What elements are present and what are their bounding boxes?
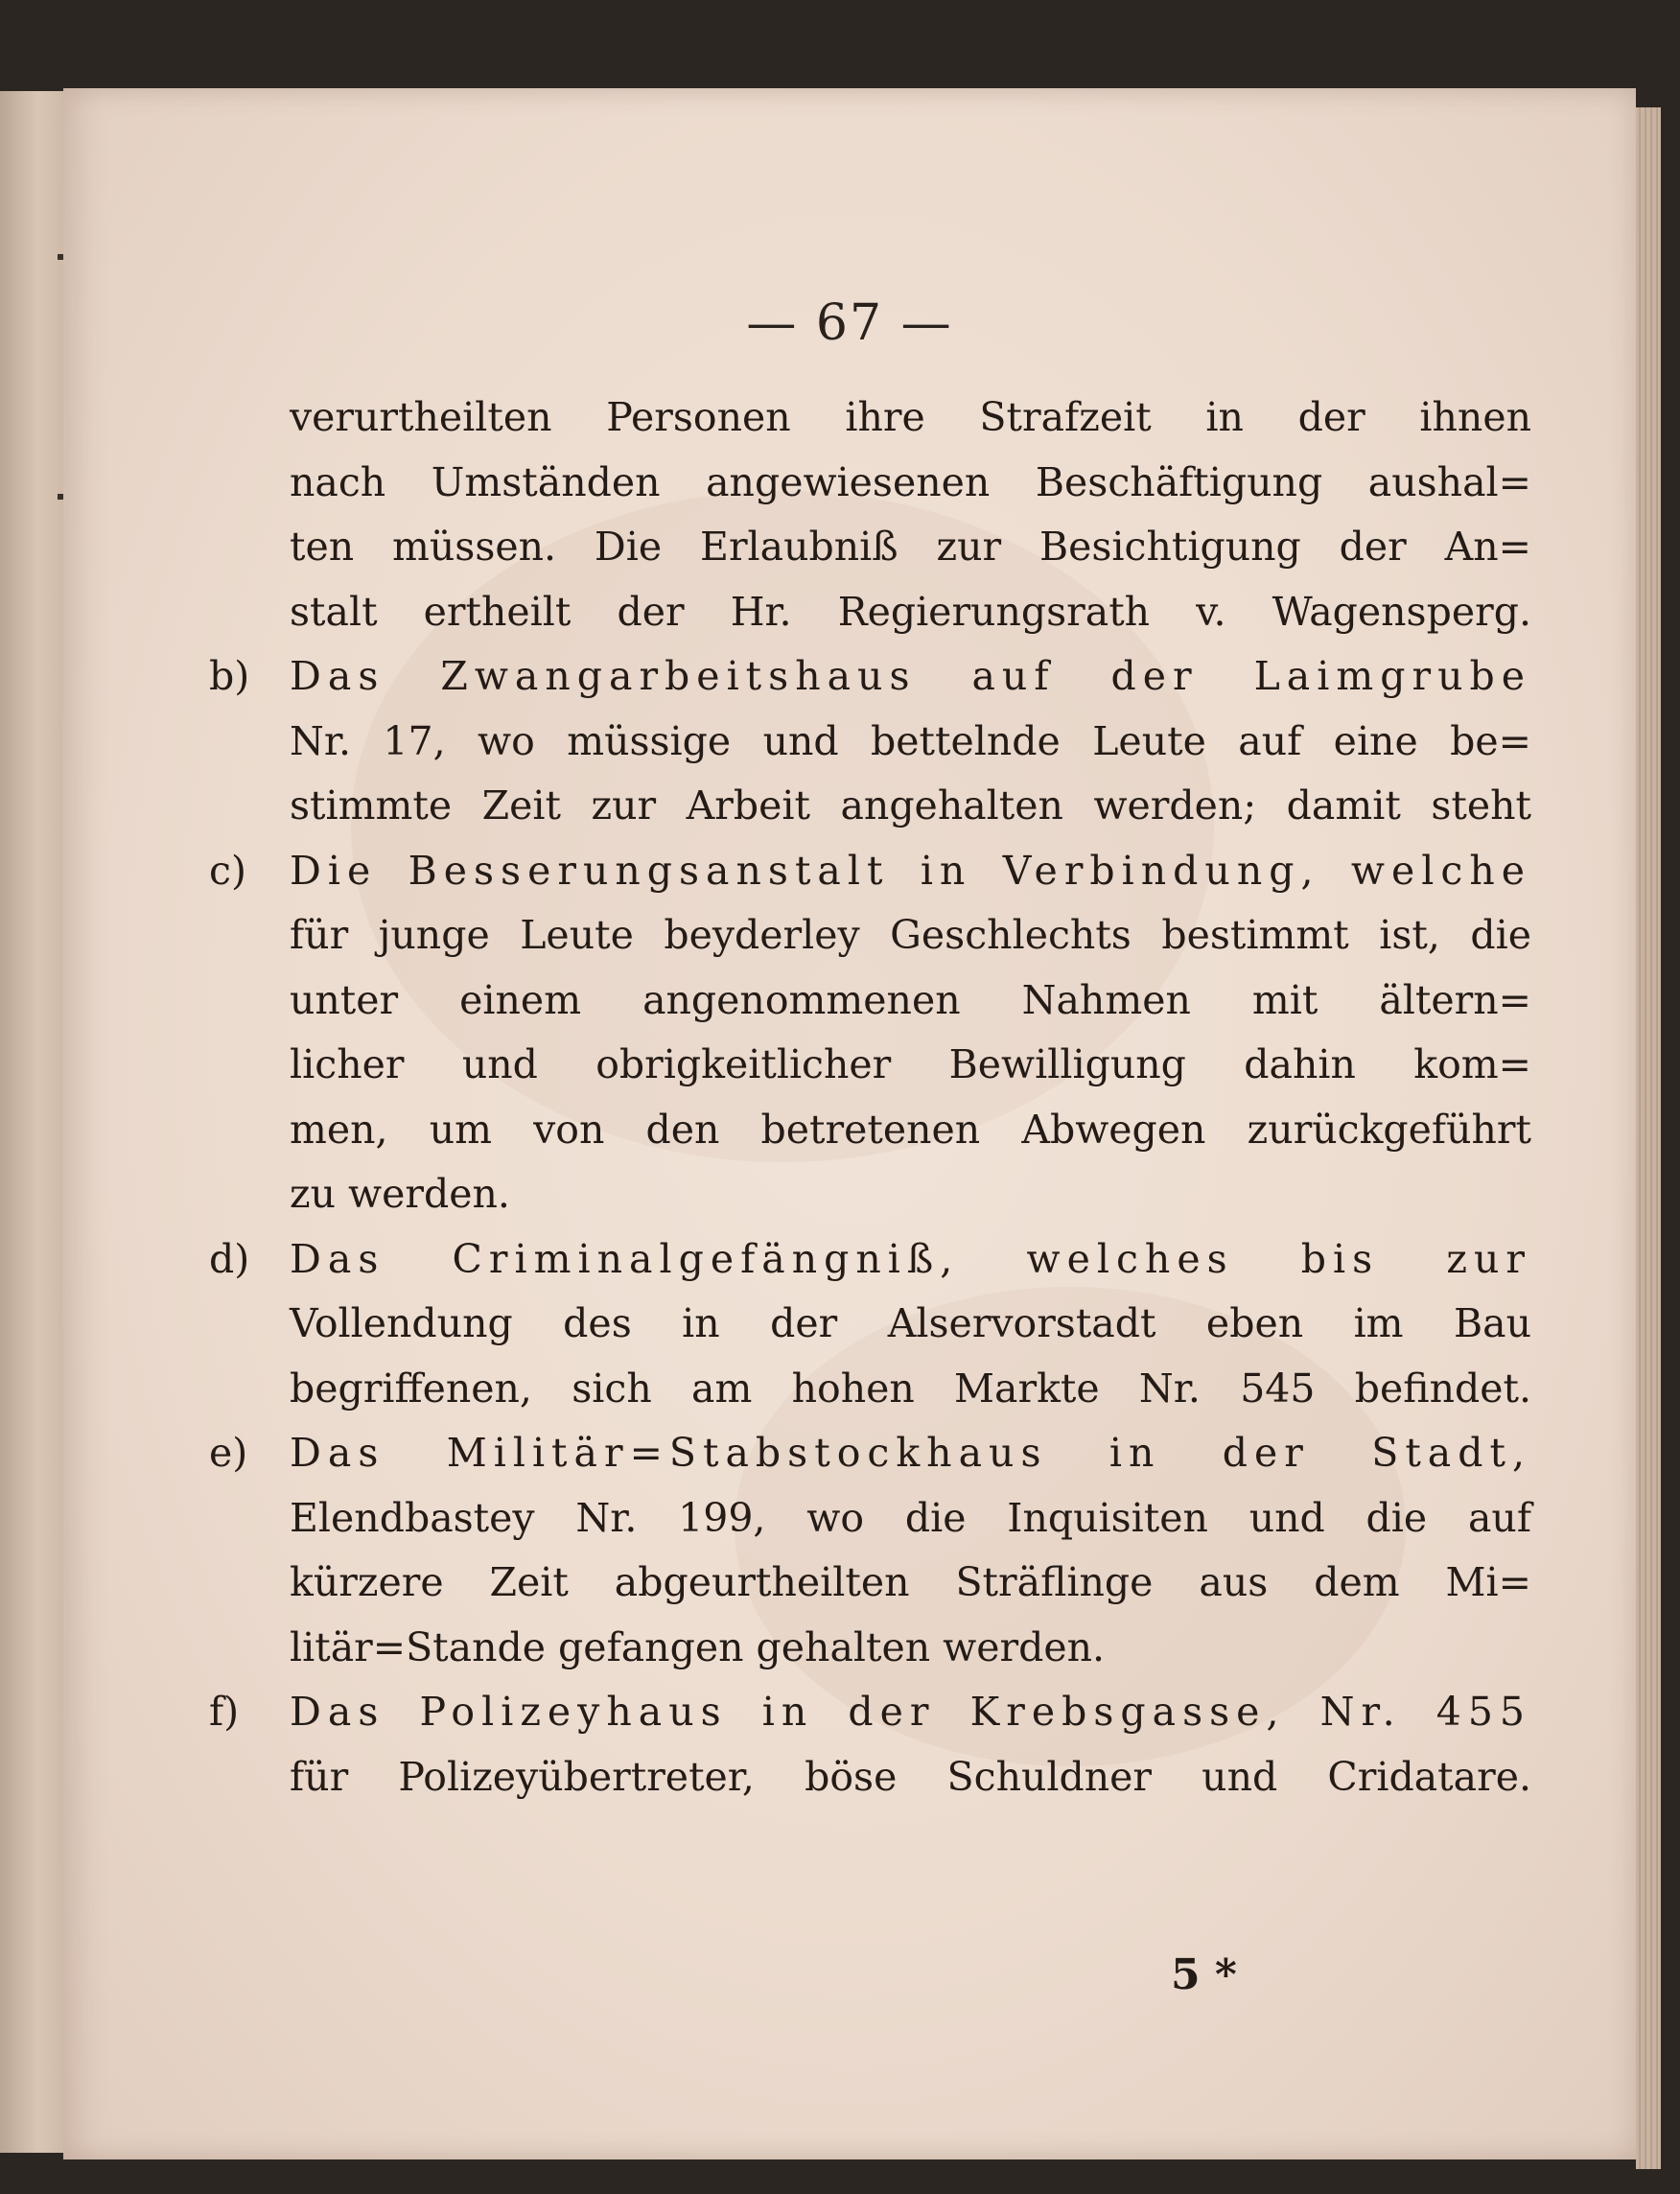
text-line: für junge Leute beyderley Geschlechts bestimmt ist, die bbox=[290, 912, 1531, 958]
item-e-first-line bbox=[209, 1421, 1531, 1486]
text-line: licher und obrigkeitlicher Bewilligung dahin kom= bbox=[290, 1041, 1531, 1087]
text-line: stimmte Zeit zur Arbeit angehalten werden; damit steht bbox=[290, 782, 1531, 829]
text-line: Das Criminalgefängniß, welches bis zur bbox=[290, 1235, 1531, 1282]
page-body bbox=[209, 385, 1531, 1809]
item-d-first-line bbox=[209, 1227, 1531, 1293]
text-line: ten müssen. Die Erlaubniß zur Besichtigung der An= bbox=[290, 524, 1531, 570]
signature-mark: 5 * bbox=[1171, 1950, 1237, 1999]
item-f-first-line bbox=[209, 1680, 1531, 1745]
text-line: für Polizeyübertreter, böse Schuldner und Cridatare. bbox=[290, 1753, 1531, 1800]
text-line: begriffenen, sich am hohen Markte Nr. 545 befindet. bbox=[290, 1365, 1531, 1412]
text-line: Das Polizeyhaus in der Krebsgasse, Nr. 455 bbox=[290, 1689, 1531, 1735]
item-label: c) bbox=[209, 847, 246, 894]
text-line: Nr. 17, wo müssige und bettelnde Leute auf eine be= bbox=[290, 717, 1531, 764]
page-number: — 67 — bbox=[746, 294, 953, 352]
text-line: stalt ertheilt der Hr. Regierungsrath v. Wagensperg. bbox=[290, 588, 1531, 635]
text-line: verurtheilten Personen ihre Strafzeit in der ihnen bbox=[290, 394, 1531, 440]
item-c-first-line bbox=[209, 839, 1531, 904]
item-label: f) bbox=[209, 1689, 240, 1735]
text-line: unter einem angenommenen Nahmen mit ältern= bbox=[290, 976, 1531, 1023]
text-line: Elendbastey Nr. 199, wo die Inquisiten und die auf bbox=[290, 1494, 1531, 1541]
left-page-edge bbox=[0, 91, 71, 2153]
text-line: nach Umständen angewiesenen Beschäftigung aushal= bbox=[290, 458, 1531, 505]
text-line: Vollendung des in der Alservorstadt eben im Bau bbox=[290, 1300, 1531, 1346]
text-line: zu werden. bbox=[290, 1171, 510, 1217]
page-stack-edge bbox=[1636, 107, 1661, 2169]
text-line: Das Militär=Stabstockhaus in der Stadt, bbox=[290, 1430, 1531, 1476]
book-page bbox=[63, 88, 1636, 2159]
item-label: d) bbox=[209, 1235, 250, 1282]
text-line: litär=Stande gefangen gehalten werden. bbox=[290, 1623, 1106, 1670]
text-line: Die Besserungsanstalt in Verbindung, welche bbox=[290, 847, 1531, 894]
item-label: e) bbox=[209, 1430, 248, 1476]
text-line: kürzere Zeit abgeurtheilten Sträflinge aus dem Mi= bbox=[290, 1559, 1531, 1605]
item-label: b) bbox=[209, 653, 250, 699]
text-line: men, um von den betretenen Abwegen zurückgeführt bbox=[290, 1106, 1531, 1153]
item-b-first-line bbox=[209, 644, 1531, 710]
text-line: Das Zwangarbeitshaus auf der Laimgrube bbox=[290, 653, 1531, 699]
